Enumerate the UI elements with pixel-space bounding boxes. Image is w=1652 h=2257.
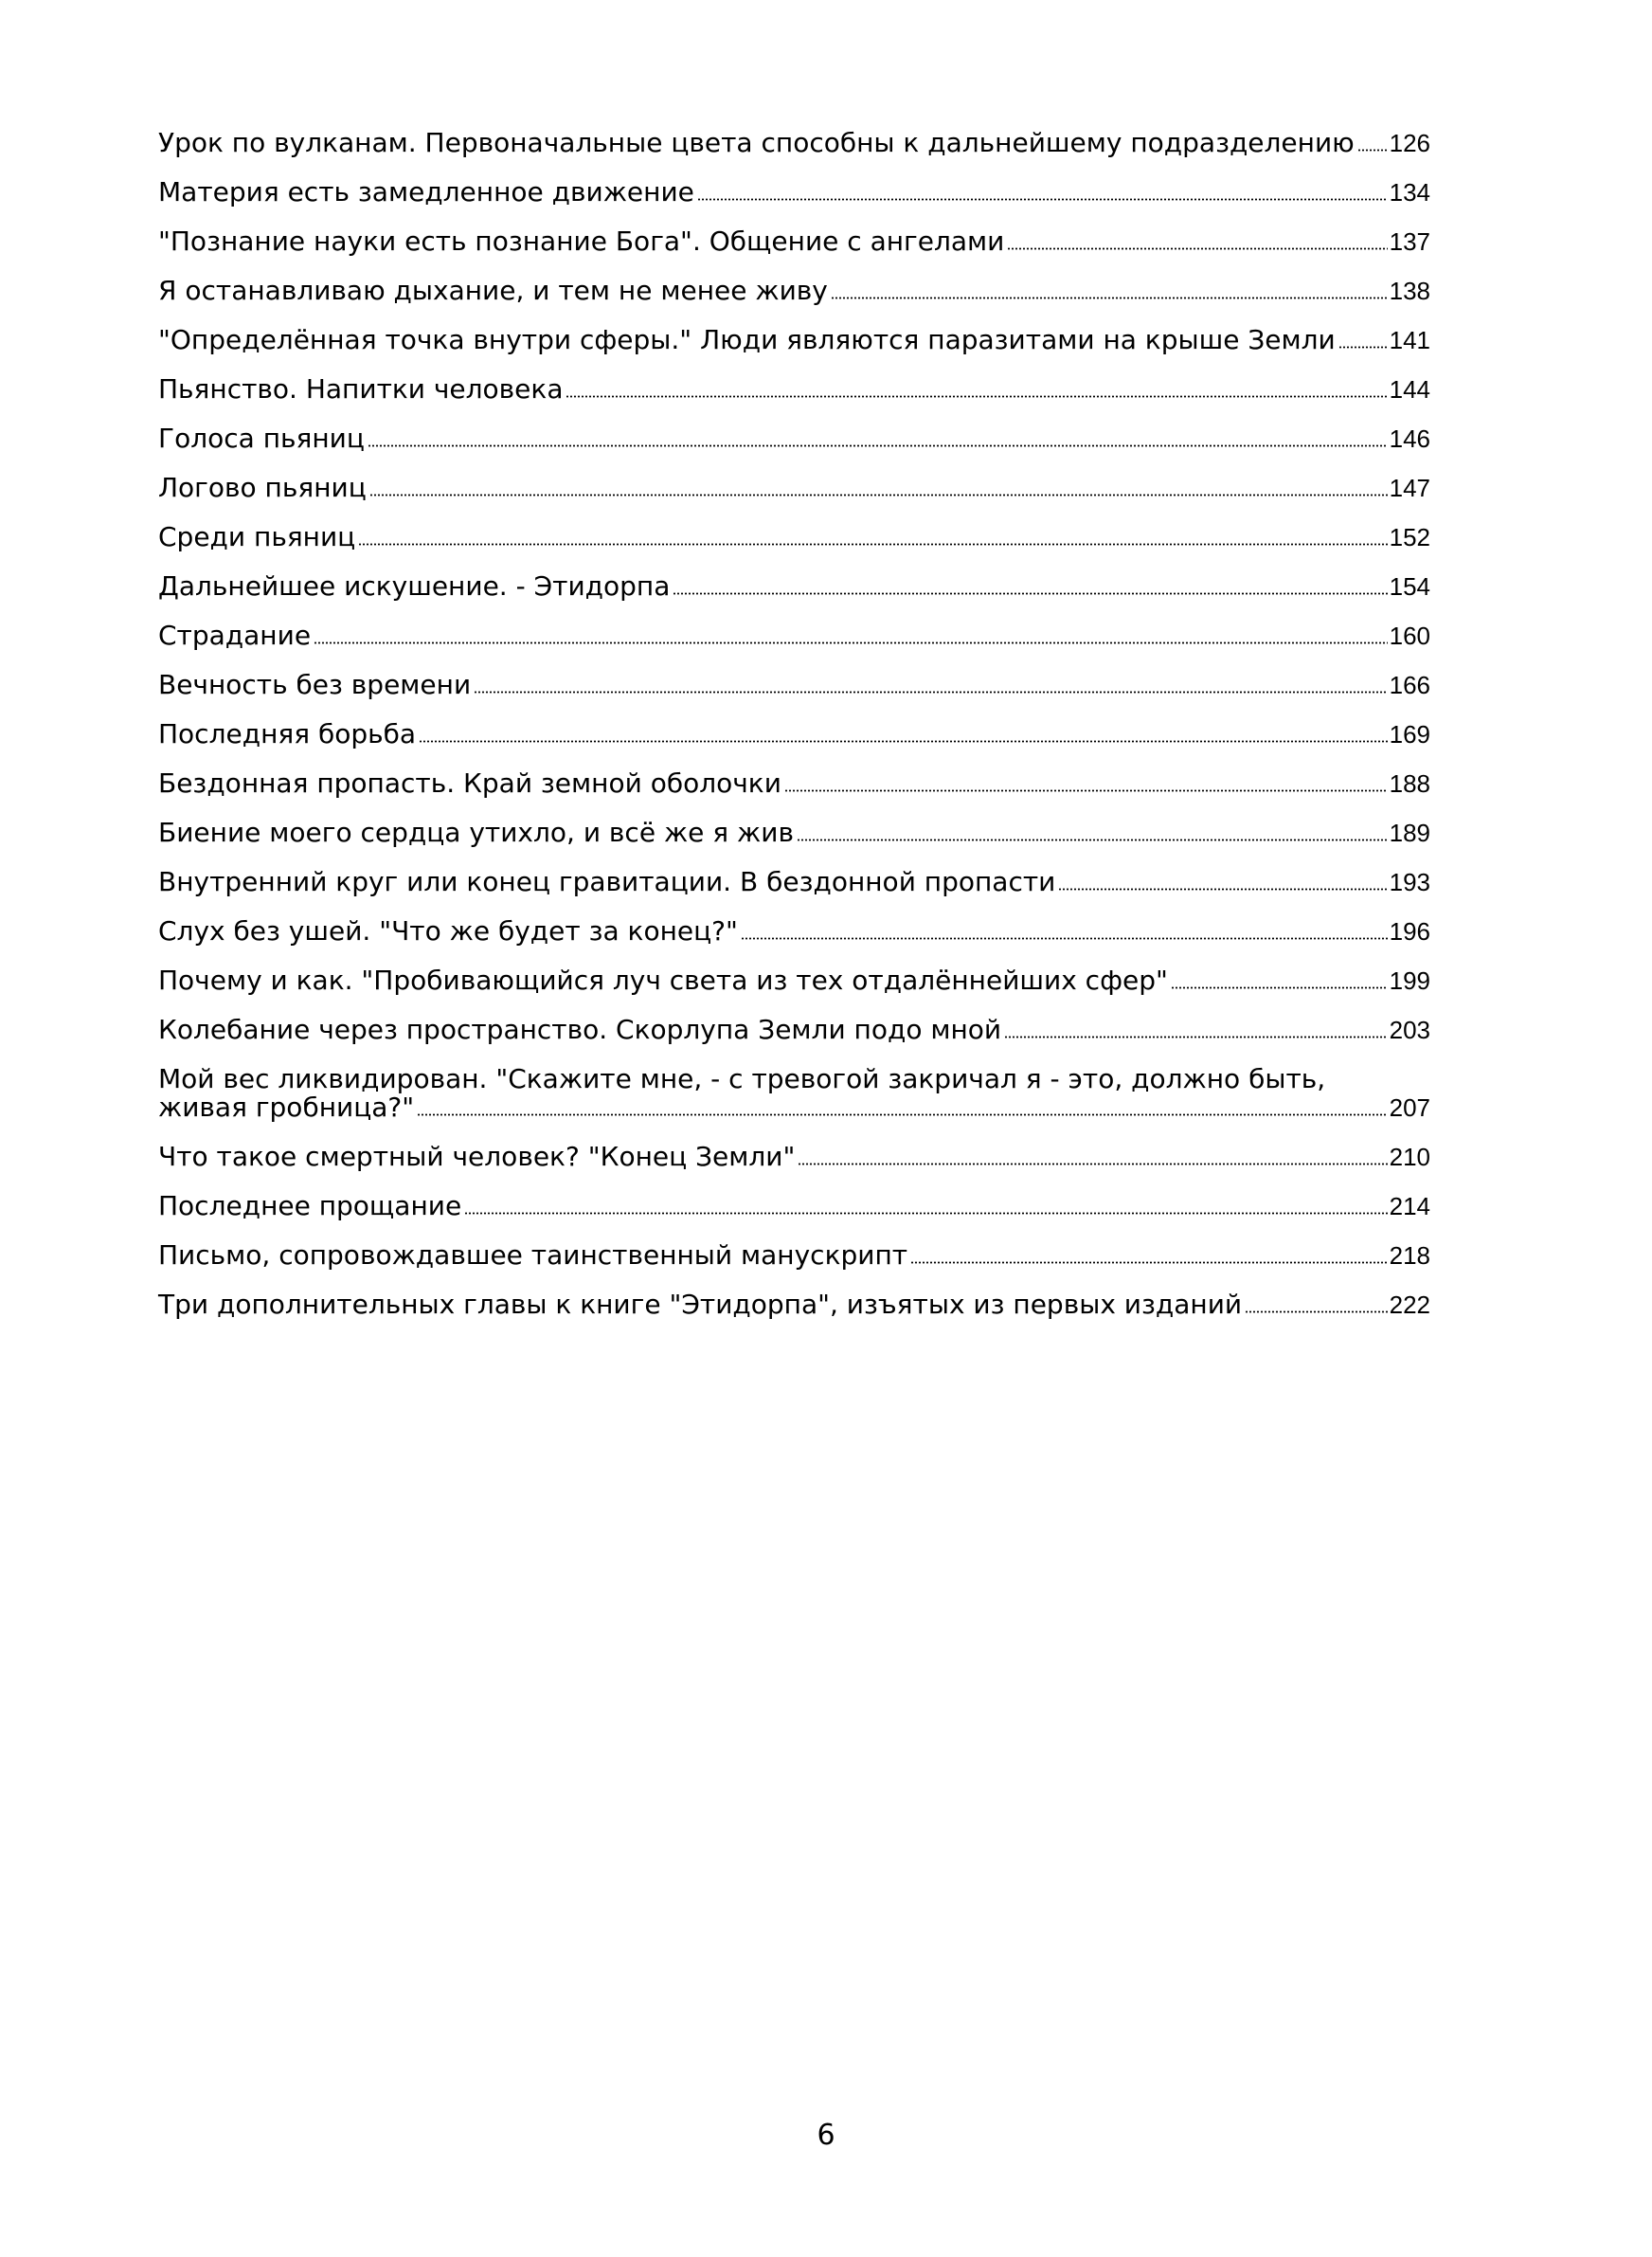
toc-entry-page-number: 147 [1389,474,1430,502]
dot-leader [697,198,1388,201]
toc-entry-title: Дальнейшее искушение. - Этидорпа [158,570,671,602]
toc-entry[interactable] [158,227,1430,256]
toc-entry-page-number: 169 [1389,720,1430,749]
toc-entry-line [158,572,1430,601]
toc-entry-line [158,819,1430,847]
dot-leader [1007,247,1387,250]
toc-entry-title: Среди пьяниц [158,521,356,552]
toc-entry-line [158,375,1430,404]
toc-entry-title: Логово пьяниц [158,472,367,503]
toc-entry-page-number: 144 [1389,375,1430,404]
toc-entry-page-number: 203 [1389,1016,1430,1044]
page-number: 6 [817,2119,835,2152]
toc-entry-title: Последняя борьба [158,718,417,749]
toc-entry-page-number: 137 [1389,227,1430,256]
toc-entry-page-number: 134 [1389,178,1430,207]
toc-entry-line [158,1241,1430,1270]
toc-entry[interactable] [158,966,1430,995]
dot-leader [358,543,1387,546]
dot-leader [1338,346,1388,349]
toc-entry-line [158,326,1430,354]
toc-entry-title: Почему и как. "Пробивающийся луч света из тех отдалённейших сфер" [158,965,1168,996]
toc-entry-title: Материя есть замедленное движение [158,176,694,208]
toc-entry[interactable] [158,868,1430,896]
toc-entry-title: Письмо, сопровождавшее таинственный манускрипт [158,1239,908,1271]
toc-entry-page-number: 126 [1389,129,1430,157]
toc-entry-line [158,474,1430,502]
toc-entry-title: Биение моего сердца утихло, и всё же я жив [158,817,794,848]
toc-entry-title-first-line: Мой вес ликвидирован. "Скажите мне, - с тревогой закричал я - это, должно быть, [158,1065,1326,1093]
toc-entry-page-number: 146 [1389,424,1430,453]
dot-leader [417,1113,1387,1116]
toc-entry-page-number: 222 [1389,1291,1430,1319]
toc-entry-line [158,1291,1430,1319]
toc-entry-line [158,966,1430,995]
toc-entry[interactable] [158,178,1430,207]
toc-entry[interactable] [158,129,1430,157]
toc-entry-page-number: 196 [1389,917,1430,946]
table-of-contents [158,129,1430,1340]
toc-entry[interactable] [158,622,1430,650]
toc-entry-page-number: 152 [1389,523,1430,551]
toc-entry-title: Последнее прощание [158,1190,462,1221]
toc-entry-page-number: 189 [1389,819,1430,847]
dot-leader [419,740,1388,743]
toc-entry-line [158,1016,1430,1044]
toc-entry[interactable] [158,1241,1430,1270]
toc-entry[interactable] [158,671,1430,699]
toc-entry-line [158,622,1430,650]
dot-leader [566,395,1387,398]
toc-entry[interactable] [158,572,1430,601]
toc-entry-line [158,868,1430,896]
toc-entry-line [158,277,1430,305]
toc-entry[interactable] [158,1192,1430,1220]
toc-entry[interactable] [158,769,1430,798]
toc-entry-line [158,523,1430,551]
toc-entry-page-number: 154 [1389,572,1430,601]
toc-entry-title: Голоса пьяниц [158,423,365,454]
toc-entry[interactable] [158,1016,1430,1044]
toc-entry-page-number: 210 [1389,1143,1430,1171]
toc-entry-title: живая гробница?" [158,1092,415,1123]
toc-entry[interactable] [158,474,1430,502]
toc-entry[interactable] [158,326,1430,354]
toc-entry-page-number: 214 [1389,1192,1430,1220]
toc-entry[interactable] [158,917,1430,946]
dot-leader [673,592,1387,595]
dot-leader [784,789,1388,792]
toc-entry-title: Что такое смертный человек? "Конец Земли" [158,1141,796,1172]
toc-entry[interactable] [158,720,1430,749]
toc-entry-title: Я останавливаю дыхание, и тем не менее живу [158,275,828,306]
toc-entry-page-number: 218 [1389,1241,1430,1270]
dot-leader [368,444,1388,447]
toc-entry[interactable] [158,1291,1430,1319]
dot-leader [1357,149,1388,152]
toc-entry-line [158,227,1430,256]
toc-entry[interactable] [158,375,1430,404]
toc-entry-line [158,671,1430,699]
toc-entry-page-number: 199 [1389,966,1430,995]
toc-entry-page-number: 188 [1389,769,1430,798]
dot-leader [1171,986,1388,989]
toc-entry-title: Слух без ушей. "Что же будет за конец?" [158,915,738,947]
toc-entry-title: Страдание [158,620,312,651]
toc-entry-line [158,129,1430,157]
dot-leader [797,839,1388,841]
toc-entry-title: "Определённая точка внутри сферы." Люди являются паразитами на крыше Земли [158,324,1336,355]
toc-entry[interactable] [158,523,1430,551]
toc-entry-line [158,1093,1430,1122]
toc-entry-page-number: 207 [1389,1093,1430,1122]
toc-entry-title: Колебание через пространство. Скорлупа Земли подо мной [158,1014,1002,1045]
dot-leader [1058,888,1387,891]
toc-entry[interactable] [158,424,1430,453]
toc-entry-title: Пьянство. Напитки человека [158,373,564,405]
toc-entry-title: "Познание науки есть познание Бога". Общение с ангелами [158,226,1005,257]
dot-leader [831,297,1388,299]
dot-leader [910,1261,1388,1264]
toc-entry-line [158,769,1430,798]
dot-leader [314,641,1388,644]
toc-entry-page-number: 193 [1389,868,1430,896]
toc-entry[interactable] [158,1065,1430,1122]
toc-entry-title: Внутренний круг или конец гравитации. В бездонной пропасти [158,866,1056,897]
dot-leader [1245,1310,1388,1313]
toc-entry-title: Бездонная пропасть. Край земной оболочки [158,767,781,799]
toc-entry[interactable] [158,277,1430,305]
dot-leader [464,1212,1387,1215]
toc-entry[interactable] [158,819,1430,847]
toc-entry-line [158,917,1430,946]
toc-entry-line [158,720,1430,749]
toc-entry-line [158,424,1430,453]
dot-leader [474,691,1387,694]
toc-entry-line [158,1143,1430,1171]
toc-entry-title: Урок по вулканам. Первоначальные цвета способны к дальнейшему подразделению [158,127,1355,158]
toc-entry-page-number: 166 [1389,671,1430,699]
toc-entry-page-number: 138 [1389,277,1430,305]
toc-entry-title: Три дополнительных главы к книге "Этидорпа", изъятых из первых изданий [158,1289,1243,1320]
dot-leader [798,1163,1387,1165]
toc-entry-page-number: 160 [1389,622,1430,650]
dot-leader [369,494,1388,497]
toc-entry-page-number: 141 [1389,326,1430,354]
dot-leader [741,937,1388,940]
toc-entry-title: Вечность без времени [158,669,472,700]
toc-entry-line [158,178,1430,207]
toc-entry-line [158,1192,1430,1220]
toc-entry[interactable] [158,1143,1430,1171]
dot-leader [1004,1036,1387,1038]
